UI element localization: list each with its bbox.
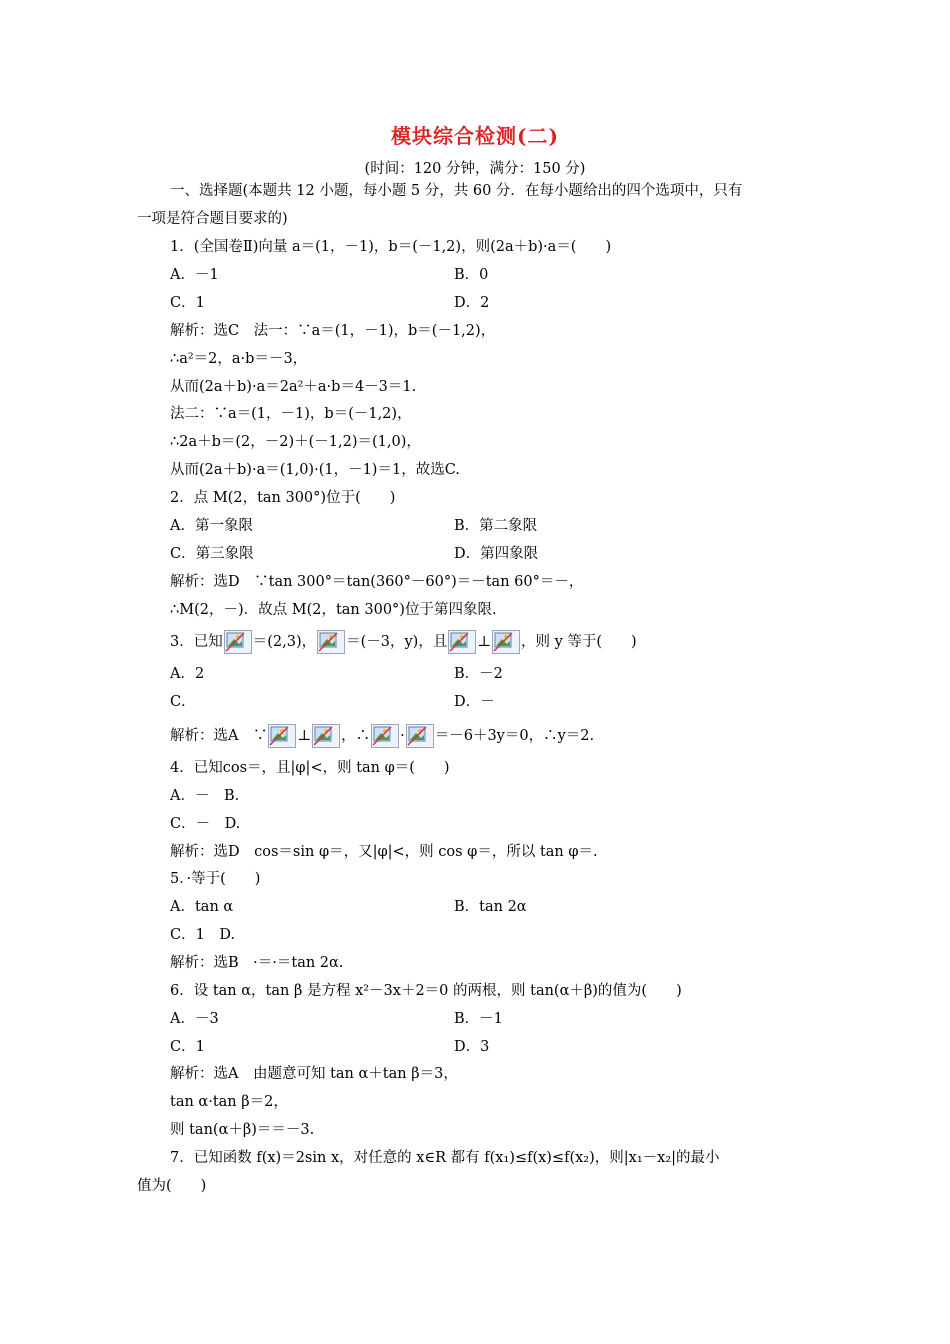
q2-solution-1: 解析：选D ∵tan 300°＝tan(360°－60°)＝－tan 60°＝－， — [170, 574, 584, 590]
q1-solution-5: ∴2a＋b＝(2，－2)＋(－1,2)＝(1,0)， — [170, 434, 421, 450]
page-subtitle: (时间：120 分钟，满分：150 分) — [364, 161, 586, 177]
q2-option-b: B．第二象限 — [454, 518, 538, 534]
q3-solution-part2: ⊥ — [297, 728, 312, 744]
q4-stem: 4．已知cos＝，且|φ|<，则 tan φ＝( ) — [170, 760, 450, 776]
q4-options-cd: C．－ D. — [170, 816, 241, 832]
q3-option-a: A．2 — [170, 666, 205, 682]
q3-solution-part3: ，∴ — [341, 728, 371, 744]
q1-solution-3: 从而(2a＋b)·a＝2a²＋a·b＝4－3＝1. — [170, 379, 417, 395]
section-intro-line2: 一项是符合题目要求的) — [137, 211, 288, 227]
q3-solution-part1: 解析：选A ∵ — [170, 728, 268, 744]
broken-image-icon — [312, 724, 340, 748]
q1-option-d: D．2 — [454, 295, 490, 311]
broken-image-icon — [492, 630, 520, 654]
broken-image-icon — [448, 630, 476, 654]
broken-image-icon — [371, 724, 399, 748]
q2-option-d: D．第四象限 — [454, 546, 539, 562]
q2-option-c: C．第三象限 — [170, 546, 254, 562]
q3-option-d: D．－ — [454, 694, 495, 710]
q2-stem: 2．点 M(2，tan 300°)位于( ) — [170, 490, 396, 506]
q1-solution-6: 从而(2a＋b)·a＝(1,0)·(1，－1)＝1，故选C. — [170, 462, 460, 478]
q6-solution-2: tan α·tan β＝2， — [170, 1094, 288, 1110]
q7-stem-line1: 7．已知函数 f(x)＝2sin x，对任意的 x∈R 都有 f(x₁)≤f(x)≤f(x₂)，则|x₁－x₂|的最小 — [170, 1150, 720, 1166]
q3-stem — [170, 630, 637, 654]
q3-option-c: C． — [170, 694, 196, 710]
q1-option-a: A．－1 — [170, 267, 219, 283]
page-title: 模块综合检测(二) — [391, 124, 559, 148]
q5-solution-1: 解析：选B ·＝·＝tan 2α. — [170, 955, 344, 971]
q5-option-a: A．tan α — [170, 899, 234, 915]
broken-image-icon — [224, 630, 252, 654]
q6-stem: 6．设 tan α，tan β 是方程 x²－3x＋2＝0 的两根，则 tan(α＋β)的值为( ) — [170, 983, 682, 999]
q3-solution-part5: ＝－6＋3y＝0，∴y＝2. — [434, 728, 595, 744]
q3-stem-part1: 3．已知 — [170, 634, 223, 650]
q6-solution-3: 则 tan(α＋β)＝＝－3. — [170, 1122, 315, 1138]
q3-stem-part5: ，则 y 等于( ) — [520, 634, 637, 650]
q4-solution-1: 解析：选D cos＝sin φ＝，又|φ|<，则 cos φ＝，所以 tan φ＝. — [170, 844, 598, 860]
q3-solution-part4: · — [400, 728, 405, 744]
broken-image-icon — [268, 724, 296, 748]
q3-option-b: B．－2 — [454, 666, 503, 682]
q6-option-d: D．3 — [454, 1039, 490, 1055]
q3-stem-part4: ⊥ — [477, 634, 491, 650]
q5-options-cd: C．1 D. — [170, 927, 236, 943]
q1-solution-2: ∴a²＝2，a·b＝－3， — [170, 351, 308, 367]
q5-stem: 5．·等于( ) — [170, 871, 261, 887]
q1-stem: 1．(全国卷Ⅱ)向量 a＝(1，－1)，b＝(－1,2)，则(2a＋b)·a＝( ) — [170, 239, 612, 255]
q3-stem-part3: ＝(－3，y)，且 — [346, 634, 448, 650]
q5-option-b: B．tan 2α — [454, 899, 527, 915]
q1-option-b: B．0 — [454, 267, 489, 283]
q1-solution-4: 法二：∵a＝(1，－1)，b＝(－1,2)， — [170, 406, 412, 422]
q3-stem-part2: ＝(2,3)， — [252, 634, 317, 650]
q6-solution-1: 解析：选A 由题意可知 tan α＋tan β＝3， — [170, 1066, 458, 1082]
q3-solution — [170, 724, 594, 748]
q2-solution-2: ∴M(2，－)．故点 M(2，tan 300°)位于第四象限. — [170, 602, 497, 618]
q2-option-a: A．第一象限 — [170, 518, 253, 534]
q7-stem-line2: 值为( ) — [137, 1178, 207, 1194]
q1-option-c: C．1 — [170, 295, 205, 311]
q6-option-a: A．－3 — [170, 1011, 219, 1027]
broken-image-icon — [317, 630, 345, 654]
q4-options-ab: A．－ B. — [170, 788, 240, 804]
q6-option-b: B．－1 — [454, 1011, 503, 1027]
q1-solution-1: 解析：选C 法一：∵a＝(1，－1)，b＝(－1,2)， — [170, 323, 496, 339]
broken-image-icon — [406, 724, 434, 748]
section-intro-line1: 一、选择题(本题共 12 小题，每小题 5 分，共 60 分．在每小题给出的四个选项中，只有 — [170, 183, 743, 199]
q6-option-c: C．1 — [170, 1039, 205, 1055]
